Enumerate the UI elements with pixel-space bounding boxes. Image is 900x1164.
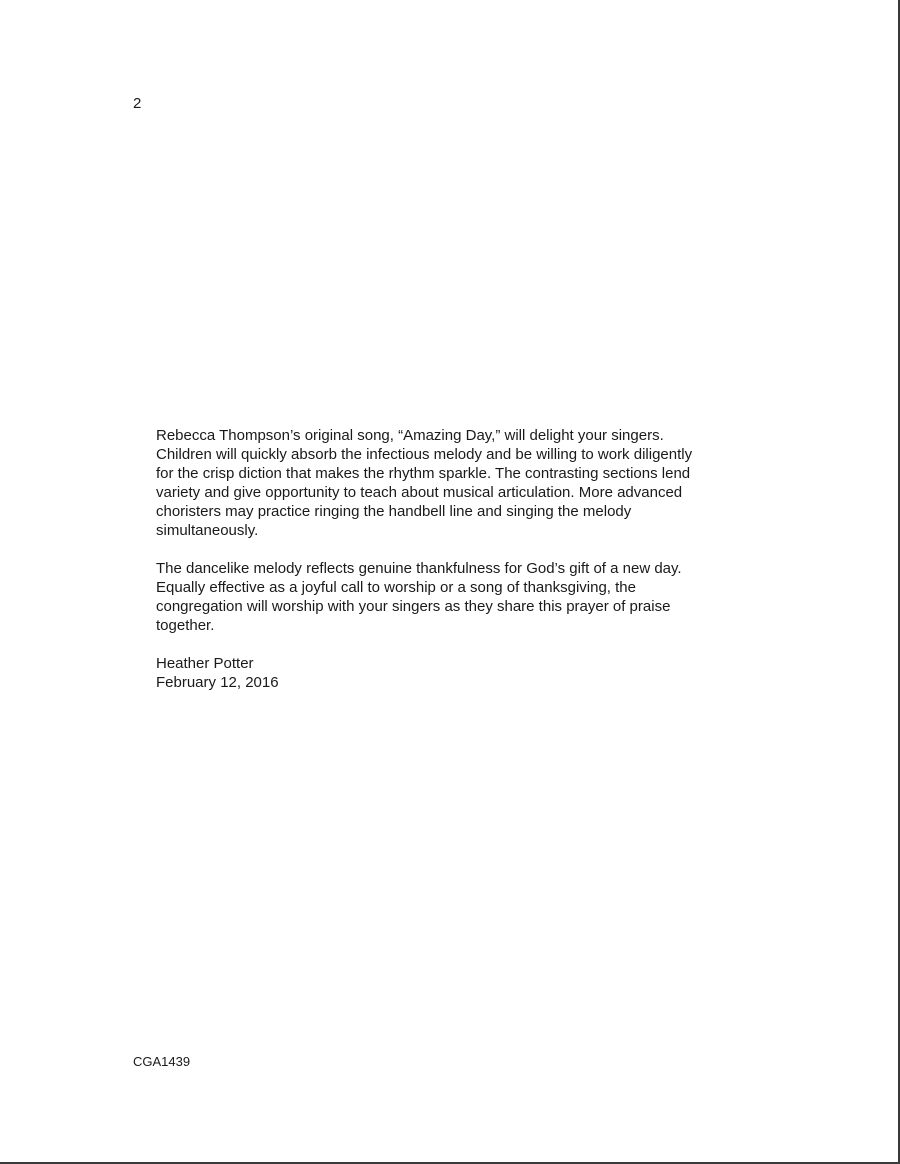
preface-text [156, 426, 756, 711]
preface-paragraph-2 [156, 559, 756, 635]
paragraph-line: Equally effective as a joyful call to worship or a song of thanksgiving, the [156, 579, 636, 596]
paragraph-line: Rebecca Thompson’s original song, “Amazing Day,” will delight your singers. [156, 427, 664, 444]
paragraph-line: variety and give opportunity to teach about musical articulation. More advanced [156, 484, 683, 501]
paragraph-line: simultaneously. [156, 522, 259, 539]
author-name: Heather Potter [156, 655, 254, 672]
paragraph-line: choristers may practice ringing the handbell line and singing the melody [156, 503, 632, 520]
signature-date: February 12, 2016 [156, 674, 279, 691]
paragraph-line: The dancelike melody reflects genuine thankfulness for God’s gift of a new day. [156, 560, 682, 577]
paragraph-line: Children will quickly absorb the infectious melody and be willing to work diligently [156, 446, 693, 463]
paragraph-line: congregation will worship with your singers as they share this prayer of praise [156, 598, 671, 615]
catalog-number: CGA1439 [133, 1054, 191, 1069]
page-number: 2 [133, 95, 142, 112]
paragraph-line: for the crisp diction that makes the rhythm sparkle. The contrasting sections lend [156, 465, 691, 482]
preface-paragraph-1 [156, 426, 756, 540]
paragraph-line: together. [156, 617, 215, 634]
signature-block [156, 654, 756, 692]
